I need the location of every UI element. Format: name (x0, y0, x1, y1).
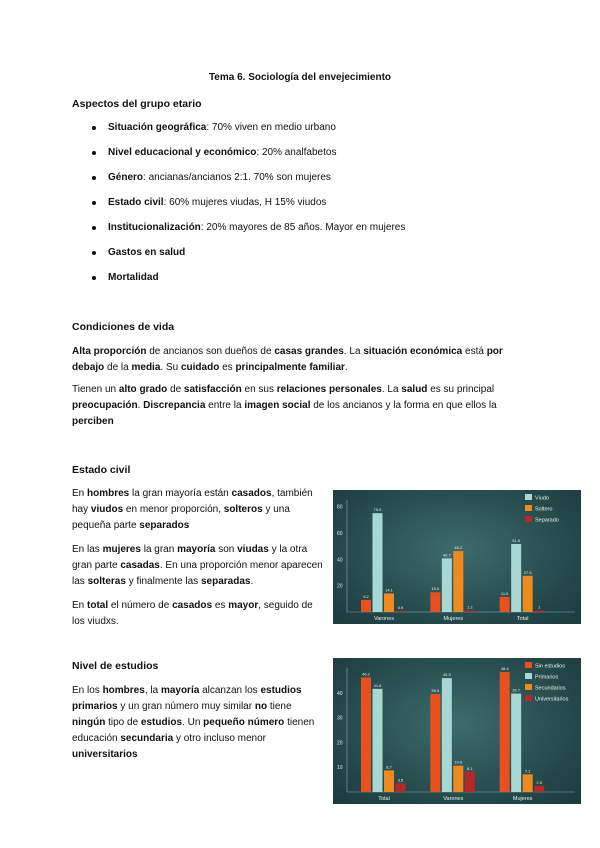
estado-civil-run: . (250, 576, 254, 587)
list-item-value: : 70% viven en medio urbano (206, 122, 336, 133)
estudios-run: tiene (267, 701, 292, 712)
estudios-run: ningún (72, 717, 106, 728)
bar-value-label: 51.6 (512, 538, 521, 544)
condiciones-2-run: imagen social (244, 400, 311, 411)
list-item-label: Estado civil (108, 197, 164, 208)
bar-value-label: 45.9 (442, 672, 451, 678)
estudios-run: y un gran número muy similar (117, 701, 255, 712)
y-tick-label: 60 (337, 530, 343, 537)
legend-label: Sin estudios (535, 663, 565, 670)
list-item (72, 268, 405, 293)
condiciones-2-run: alto grado (118, 384, 168, 395)
bar-value-label: 9.2 (363, 593, 369, 599)
bar (373, 513, 383, 612)
estado-civil-run: viudos (90, 504, 124, 515)
condiciones-2-run: preocupación (72, 400, 138, 411)
bar (453, 551, 463, 612)
bar-value-label: 40.7 (442, 552, 451, 558)
condiciones-1-run: por debajo (72, 346, 503, 373)
condiciones-1-run: de la (104, 362, 132, 373)
estudios-run: . Un (182, 717, 204, 728)
condiciones-1-run: . La (343, 346, 364, 357)
list-item-value: : 20% analfabetos (256, 147, 337, 158)
estado-civil-run: y la otra gran parte (72, 544, 308, 571)
condiciones-1-run: es (219, 362, 236, 373)
bar-value-label: 11.5 (500, 590, 509, 596)
legend-swatch (525, 684, 532, 690)
estado-civil-chart (333, 490, 581, 624)
estado-civil-text (72, 486, 327, 638)
estado-civil-run: solteros (223, 504, 263, 515)
estado-civil-run: casadas (120, 560, 160, 571)
bar (430, 592, 440, 612)
legend-swatch (525, 695, 532, 701)
category-label: Varones (443, 796, 464, 802)
estudios-run: y otro incluso menor (173, 733, 267, 744)
legend-label: Secundarios (535, 685, 566, 692)
estado-civil-chart-svg (333, 490, 581, 624)
estado-civil-run: son (215, 544, 238, 555)
estado-civil-run: el número de (108, 600, 173, 611)
bar (465, 772, 475, 792)
estado-civil-paragraph (72, 542, 327, 590)
estudios-run: En los (72, 685, 103, 696)
condiciones-1-run: está (462, 346, 487, 357)
category-label: Mujeres (443, 616, 464, 622)
bar-value-label: 39.7 (512, 687, 521, 693)
legend-swatch (525, 662, 532, 668)
bar (373, 689, 383, 792)
bar-value-label: 1.2 (467, 604, 473, 610)
estado-civil-run: y una pequeña parte (72, 504, 290, 531)
legend-swatch (525, 494, 532, 500)
estado-civil-run: mayor (228, 600, 259, 611)
list-item-label: Género (108, 172, 144, 183)
estado-civil-run: casados (172, 600, 213, 611)
list-item-label: Gastos en salud (108, 247, 186, 258)
condiciones-2-run: es su principal (427, 384, 495, 395)
list-item (72, 193, 405, 218)
legend-swatch (525, 516, 532, 522)
bar (430, 694, 440, 792)
bar-value-label: 15.0 (431, 586, 440, 592)
list-item-label: Mortalidad (108, 272, 159, 283)
estado-civil-paragraph (72, 486, 327, 534)
list-item-label: Situación geográfica (108, 122, 207, 133)
condiciones-1-run: . Su (160, 362, 181, 373)
bar (384, 593, 394, 612)
section-heading-aspectos: Aspectos del grupo etario (72, 98, 202, 110)
aspectos-list (72, 118, 405, 293)
bar-value-label: 14.1 (385, 587, 393, 593)
condiciones-2-run: perciben (72, 416, 114, 427)
bar-value-label: 27.5 (523, 569, 532, 575)
bar (523, 774, 533, 792)
estudios-run: secundaria (120, 733, 174, 744)
bar (523, 576, 533, 612)
estado-civil-run: mujeres (102, 544, 141, 555)
condiciones-2-run: . (137, 400, 144, 411)
bar-value-label: 0.9 (397, 604, 404, 610)
list-item-value: : 20% mayores de 85 años. Mayor en mujeres (200, 222, 406, 233)
bar-value-label: 8.7 (386, 764, 392, 770)
estado-civil-run: es (212, 600, 229, 611)
estado-civil-run: . En una proporción menor aparecen las (72, 560, 323, 587)
category-label: Total (516, 616, 529, 622)
bar-value-label: 39.5 (431, 688, 440, 694)
condiciones-2-run: Discrepancia (143, 400, 206, 411)
condiciones-2-run: de (167, 384, 184, 395)
estudios-run: alcanzan los (199, 685, 261, 696)
estado-civil-run: total (87, 600, 109, 611)
bar (442, 558, 452, 612)
category-label: Mujeres (512, 796, 533, 802)
bar-value-label: 3.5 (397, 777, 404, 783)
y-tick-label: 40 (337, 557, 343, 564)
bar-value-label: 41.6 (373, 682, 382, 688)
legend-label: Primarios (535, 674, 559, 681)
condiciones-1-run: media (131, 362, 161, 373)
legend-label: Viudo (535, 495, 549, 502)
condiciones-1-run: de ancianos son dueños de (146, 346, 275, 357)
y-tick-label: 40 (337, 690, 343, 697)
y-tick-label: 30 (337, 715, 343, 722)
estado-civil-run: , seguido de los viudxs. (72, 600, 313, 627)
page-title: Tema 6. Sociología del envejecimiento (208, 72, 392, 83)
bar (534, 611, 544, 612)
estado-civil-run: En las (72, 544, 103, 555)
condiciones-1-run: situación económica (363, 346, 463, 357)
bar (511, 694, 521, 792)
bar-value-label: 46.2 (362, 671, 370, 677)
bar (465, 610, 475, 612)
bar-value-label: 7.1 (524, 768, 531, 774)
legend-label: Soltero (535, 506, 553, 513)
bar (534, 786, 544, 792)
estudios-paragraph (72, 683, 327, 763)
estado-civil-run: En (72, 600, 88, 611)
estado-civil-run: viudas (237, 544, 269, 555)
legend-swatch (525, 673, 532, 679)
condiciones-paragraph-1 (72, 344, 527, 376)
legend-label: Separado (535, 517, 559, 524)
condiciones-2-run: en sus (241, 384, 277, 395)
bar-value-label: 8.1 (467, 765, 473, 771)
bar-value-label: 2.5 (536, 779, 542, 785)
bar-value-label: 75.0 (373, 507, 382, 513)
estado-civil-run: en menor proporción, (123, 504, 224, 515)
estado-civil-paragraph (72, 598, 327, 630)
list-item (72, 243, 405, 268)
condiciones-2-run: satisfacción (183, 384, 242, 395)
estudios-run: pequeño número (203, 717, 285, 728)
bar (361, 677, 371, 792)
condiciones-2-run: salud (401, 384, 428, 395)
estudios-run: mayoría (160, 685, 200, 696)
list-item (72, 168, 405, 193)
list-item-value: : 60% mujeres viudas, H 15% viudos (163, 197, 327, 208)
estado-civil-run: , también hay (72, 488, 313, 515)
list-item-label: Institucionalización (108, 222, 201, 233)
bar (396, 611, 406, 612)
estado-civil-run: casados (231, 488, 272, 499)
bar (384, 770, 394, 792)
bar (500, 672, 510, 792)
condiciones-paragraph-2 (72, 382, 527, 430)
condiciones-2-run: de los ancianos y la forma en que ellos la (310, 400, 497, 411)
condiciones-1-run: cuidado (180, 362, 220, 373)
condiciones-2-run: relaciones personales (276, 384, 382, 395)
estado-civil-run: separados (139, 520, 190, 531)
section-heading-estado-civil: Estado civil (72, 464, 131, 476)
y-tick-label: 80 (337, 504, 343, 511)
section-heading-condiciones: Condiciones de vida (72, 321, 175, 333)
section-heading-estudios: Nivel de estudios (72, 660, 159, 672)
bar (361, 600, 371, 612)
estudios-run: no (254, 701, 268, 712)
estado-civil-run: separadas (200, 576, 251, 587)
bar (396, 783, 406, 792)
category-label: Varones (373, 616, 395, 622)
condiciones-1-run: . (344, 362, 348, 373)
estado-civil-run: En (72, 488, 88, 499)
legend-label: Universitarios (535, 696, 569, 703)
bar (500, 597, 510, 612)
condiciones-2-run: entre la (205, 400, 245, 411)
bar-value-label: 1 (538, 604, 541, 610)
estudios-run: , la (144, 685, 161, 696)
estudios-run: estudios primarios (72, 685, 302, 712)
y-tick-label: 20 (337, 740, 343, 747)
condiciones-2-run: . La (381, 384, 402, 395)
bar (442, 678, 452, 792)
estado-civil-run: la gran mayoría están (129, 488, 232, 499)
estudios-run: hombres (102, 685, 145, 696)
estudios-run: estudios (140, 717, 183, 728)
estado-civil-run: mayoría (177, 544, 216, 555)
condiciones-1-run: casas grandes (274, 346, 344, 357)
list-item-value: : ancianas/ancianos 2:1. 70% son mujeres (143, 172, 331, 183)
list-item (72, 118, 405, 143)
estado-civil-run: y finalmente las (125, 576, 201, 587)
estudios-run: tipo de (105, 717, 141, 728)
list-item (72, 218, 405, 243)
estudios-run: universitarios (72, 749, 138, 760)
estado-civil-run: solteras (87, 576, 126, 587)
condiciones-2-run: Tienen un (72, 384, 119, 395)
estudios-chart (333, 658, 581, 804)
condiciones-1-run: principalmente familiar (235, 362, 345, 373)
bar-value-label: 48.4 (500, 665, 509, 671)
estado-civil-run: hombres (87, 488, 130, 499)
category-label: Total (378, 796, 390, 802)
bar (511, 544, 521, 612)
bar (453, 766, 463, 792)
y-tick-label: 10 (337, 765, 343, 772)
list-item-label: Nivel educacional y económico (108, 147, 257, 158)
estudios-run: tienen educación (72, 717, 315, 744)
bar-value-label: 46.2 (454, 545, 463, 551)
estudios-text (72, 683, 327, 771)
estudios-chart-svg (333, 658, 581, 804)
list-item (72, 143, 405, 168)
bar-value-label: 10.6 (454, 759, 463, 765)
condiciones-1-run: Alta proporción (72, 346, 147, 357)
estado-civil-run: la gran (140, 544, 178, 555)
legend-swatch (525, 505, 532, 511)
y-tick-label: 20 (337, 583, 343, 590)
